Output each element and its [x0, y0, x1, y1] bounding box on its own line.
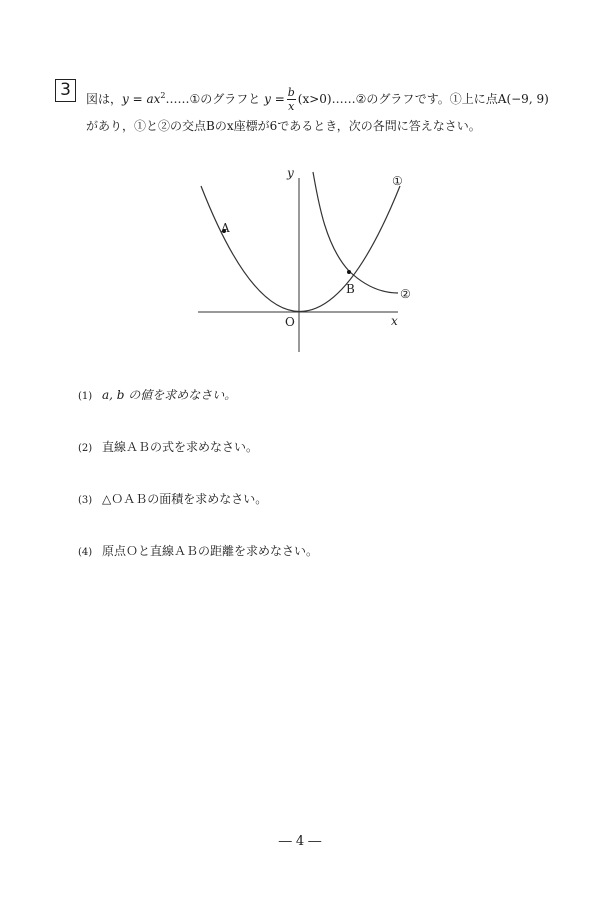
- equation-1-exponent: 2: [160, 91, 166, 100]
- fraction-numerator: b: [287, 86, 295, 99]
- question-4-number: (4): [78, 547, 93, 558]
- label-curve-2: ②: [400, 287, 411, 301]
- stmt-graph-2: (x>0)……②のグラフです。①上に点A(−9, 9): [297, 92, 549, 106]
- equation-1: y = ax: [122, 92, 161, 106]
- question-4-text: 原点Ｏと直線ＡＢの距離を求めなさい。: [102, 544, 319, 558]
- question-1-number: (1): [78, 391, 93, 402]
- hyperbola-curve: [313, 172, 398, 293]
- label-b: B: [346, 282, 355, 296]
- problem-number: 3: [55, 79, 76, 102]
- problem-statement-line-2: があり，①と②の交点Bのx座標が6であるとき，次の各問に答えなさい。: [86, 119, 481, 133]
- stmt-intro: 図は，: [86, 92, 123, 106]
- question-1-text: a, b の値を求めなさい。: [102, 388, 237, 402]
- label-curve-1: ①: [392, 174, 403, 188]
- label-a: A: [221, 221, 230, 235]
- question-3: [78, 490, 267, 507]
- equation-2-lhs: y =: [264, 92, 285, 106]
- question-2-number: (2): [78, 443, 93, 454]
- label-origin: O: [285, 315, 295, 329]
- question-1: [78, 386, 236, 403]
- parabola-curve: [201, 186, 400, 312]
- page-number: ― 4 ―: [278, 834, 322, 849]
- question-2: [78, 438, 258, 455]
- label-y-axis: y: [287, 166, 294, 180]
- label-x-axis: x: [391, 314, 398, 328]
- question-3-number: (3): [78, 495, 93, 506]
- point-b: [347, 270, 351, 274]
- question-3-text: △ＯＡＢの面積を求めなさい。: [102, 492, 268, 506]
- question-4: [78, 542, 318, 559]
- fraction-denominator: x: [288, 100, 295, 113]
- question-2-text: 直線ＡＢの式を求めなさい。: [102, 440, 259, 454]
- stmt-graph-1: ……①のグラフと: [165, 92, 261, 106]
